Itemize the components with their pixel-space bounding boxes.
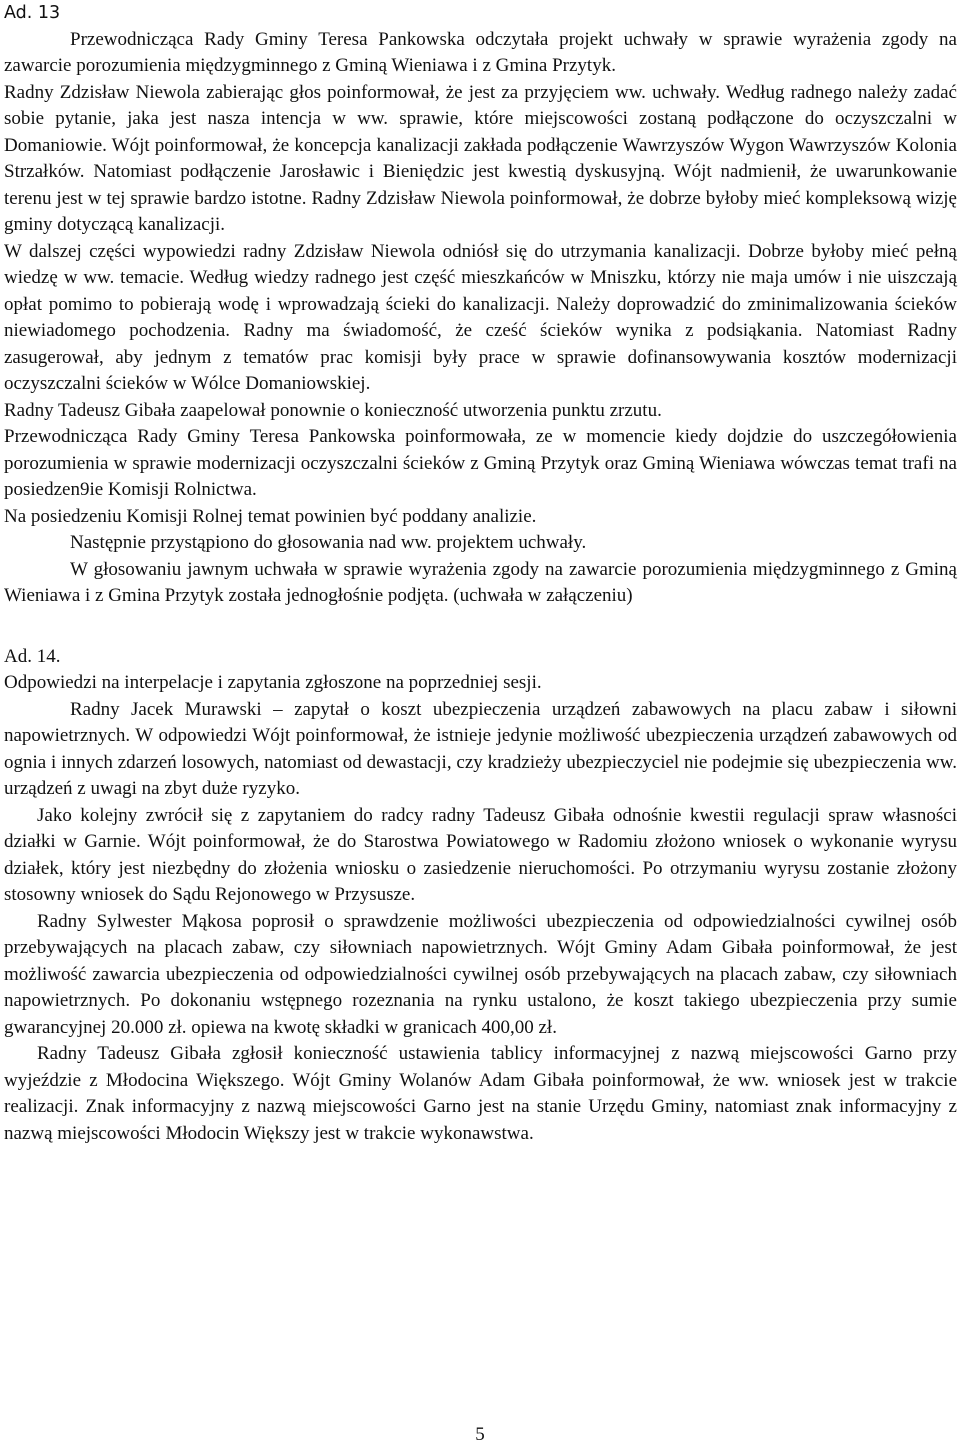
- paragraph: W głosowaniu jawnym uchwała w sprawie wyrażenia zgody na zawarcie porozumienia międzygminnego z Gminą Wieniawa i z Gmina Przytyk została jednogłośnie podjęta. (uchwała w załączeniu): [4, 558, 957, 606]
- paragraph: Radny Tadeusz Gibała zaapelował ponownie o konieczność utworzenia punktu zrzutu.: [4, 399, 662, 421]
- paragraph: Przewodnicząca Rady Gminy Teresa Pankowska odczytała projekt uchwały w sprawie wyrażenia zgody na zawarcie porozumienia międzygminnego z Gminą Wieniawa i z Gmina Przytyk.: [4, 28, 957, 76]
- paragraph: W dalszej części wypowiedzi radny Zdzisław Niewola odniósł się do utrzymania kanalizacji. Dobrze byłoby mieć pełną wiedzę w ww. temacie. Według wiedzy radnego jest część mieszkańców w Mniszku, którzy nie maja umów i nie uiszczają opłat pomimo to pobierają wodę i wprowadzają ścieki do kanalizacji. Należy doprowadzić do zminimalizowania ścieków niewiadomego pochodzenia. Radny ma świadomość, że cześć ścieków wynika z podsiąkania. Natomiast Radny zasugerował, aby jednym z tematów prac komisji były prace w sprawie dofinansowywania kosztów modernizacji oczyszczalni ścieków w Wólce Domaniowskiej.: [4, 240, 957, 394]
- paragraph: Radny Zdzisław Niewola zabierając głos poinformował, że jest za przyjęciem ww. uchwały. Według radnego należy zadać sobie pytanie, jaka jest nasza intencja w ww. sprawie, które miejscowości zostaną podłączone do oczyszczalni w Domaniowie. Wójt poinformował, że koncepcja kanalizacji zakłada podłączenie Wawrzyszów Wygon Wawrzyszów Kolonia Strzałków. Natomiast podłączenie Jarosławic i Bieniędzic jest kwestią dyskusyjną. Wójt nadmienił, że uwarunkowanie terenu jest w tej sprawie bardzo istotne. Radny Zdzisław Niewola poinformował, że dobrze byłoby mieć kompleksową wizję gminy dotyczącą kanalizacji.: [4, 81, 957, 235]
- paragraph: Radny Jacek Murawski – zapytał o koszt ubezpieczenia urządzeń zabawowych na placu zabaw i siłowni napowietrznych. W odpowiedzi Wójt poinformował, że istnieje jedynie możliwość ubezpieczenia urządzeń zabawowych od ognia i innych zdarzeń losowych, natomiast od dewastacji, czy kradzieży ubezpieczyciel nie podejmie się ubezpieczenia ww. urządzeń z uwagi na zbyt duże ryzyko.: [4, 698, 957, 799]
- paragraph: Przewodnicząca Rady Gminy Teresa Pankowska poinformowała, ze w momencie kiedy dojdzie do uszczegółowienia porozumienia w sprawie modernizacji oczyszczalni ścieków z Gminą Przytyk oraz Gminą Wieniawa wówczas temat trafi na posiedzen9ie Komisji Rolnictwa.: [4, 426, 957, 500]
- paragraph: Radny Tadeusz Gibała zgłosił konieczność ustawienia tablicy informacyjnej z nazwą miejscowości Garno przy wyjeździe z Młodocina Większego. Wójt Gminy Wolanów Adam Gibała poinformował, że ww. wniosek jest w trakcie realizacji. Znak informacyjny z nazwą miejscowości Garno jest na stanie Urzędu Gminy, natomiast znak informacyjny z nazwą miejscowości Młodocin Większy jest w trakcie wykonawstwa.: [4, 1043, 957, 1144]
- section-subtitle: Odpowiedzi na interpelacje i zapytania zgłoszone na poprzedniej sesji.: [4, 672, 542, 693]
- paragraph: Radny Sylwester Mąkosa poprosił o sprawdzenie możliwości ubezpieczenia od odpowiedzialności cywilnej osób przebywających na placach zabaw, czy siłowniach napowietrznych. Wójt Gminy Adam Gibała poinformował, że jest możliwość zawarcia ubezpieczenia od odpowiedzialności cywilnej osób przebywających na placach zabaw, czy siłowniach napowietrznych. Po dokonaniu wstępnego rozeznania na rynku ustalono, że koszt takiego ubezpieczenia przy sumie gwarancyjnej 20.000 zł. opiewa na kwotę składki w granicach 400,00 zł.: [4, 910, 957, 1038]
- section-heading-ad-14: Ad. 14.: [4, 645, 61, 667]
- paragraph: Następnie przystąpiono do głosowania nad ww. projektem uchwały.: [70, 532, 587, 553]
- section-heading-ad-13: Ad. 13: [4, 3, 61, 23]
- paragraph: Jako kolejny zwrócił się z zapytaniem do radcy radny Tadeusz Gibała odnośnie kwestii regulacji spraw własności działki w Garnie. Wójt poinformował, że do Starostwa Powiatowego w Radomiu złożono wniosek o wykonanie wyrysu działek, który jest niezbędny do złożenia wniosku o zasiedzenie nieruchomości. Po otrzymaniu wyrysu zostanie złożony stosowny wniosek do Sądu Rejonowego w Przysusze.: [4, 804, 957, 905]
- document-body: [4, 0, 957, 1147]
- paragraph: Na posiedzeniu Komisji Rolnej temat powinien być poddany analizie.: [4, 505, 537, 527]
- page-number: 5: [475, 1424, 485, 1445]
- section-spacer: [4, 610, 957, 644]
